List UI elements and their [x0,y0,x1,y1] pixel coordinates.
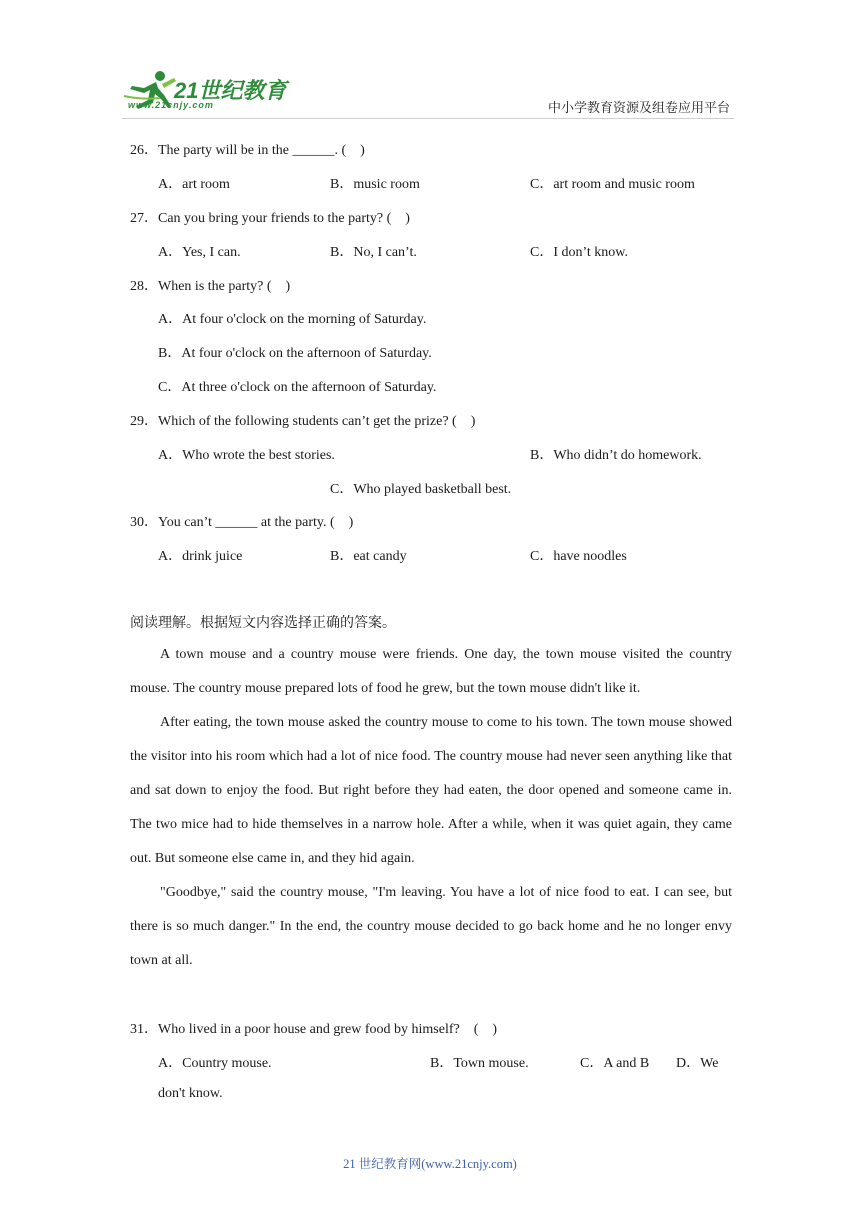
passage-paragraph-3: "Goodbye," said the country mouse, "I'm leaving. You have a lot of nice food to eat. I can see, but there is so much danger." In the end, the country mouse decided to go back home and he no longer envy town at all. [130,885,732,968]
question-27-stem: 27．Can you bring your friends to the party? ( ) [130,211,410,226]
question-28-option-b[interactable]: B．At four o'clock on the afternoon of Saturday. [158,346,432,361]
question-30-option-b[interactable]: B．eat candy [330,549,407,564]
question-27-option-b[interactable]: B．No, I can’t. [330,245,417,260]
logo-url: www.21cnjy.com [128,100,214,110]
question-29-option-b[interactable]: B．Who didn’t do homework. [530,448,702,463]
question-29-stem: 29．Which of the following students can’t get the prize? ( ) [130,414,476,429]
question-30-option-a[interactable]: A．drink juice [158,549,243,564]
passage-paragraph-1: A town mouse and a country mouse were friends. One day, the town mouse visited the country mouse. The country mouse prepared lots of food he grew, but the town mouse didn't like it. [130,647,732,696]
question-31-option-c[interactable]: C．A and B [580,1056,650,1071]
passage-paragraph-2: After eating, the town mouse asked the country mouse to come to his town. The town mouse showed the visitor into his room which had a lot of nice food. The country mouse had never seen anything like that and sat down to enjoy the food. But right before they had eaten, the door opened and someone came in. The two mice had to hide themselves in a narrow hole. After a while, when it was quiet again, they came out. But someone else came in, and they hid again. [130,715,732,866]
question-26-stem: 26．The party will be in the ______. ( ) [130,143,365,158]
reading-passage [130,638,732,978]
question-26-option-a[interactable]: A．art room [158,177,230,192]
logo-text: 21世纪教育 [174,78,287,103]
question-31-option-d-continued: don't know. [158,1086,223,1101]
question-31-option-a[interactable]: A．Country mouse. [158,1056,272,1071]
header-divider [122,118,734,119]
question-31-option-b[interactable]: B．Town mouse. [430,1056,529,1071]
reading-instruction: 阅读理解。根据短文内容选择正确的答案。 [130,616,396,631]
question-31-option-d[interactable]: D．We [676,1056,719,1071]
question-28-option-a[interactable]: A．At four o'clock on the morning of Saturday. [158,312,427,327]
header-platform-text: 中小学教育资源及组卷应用平台 [547,100,730,115]
question-27-option-a[interactable]: A．Yes, I can. [158,245,241,260]
site-logo [122,70,292,116]
question-29-option-a[interactable]: A．Who wrote the best stories. [158,448,335,463]
question-29-option-c[interactable]: C．Who played basketball best. [330,482,512,497]
question-26-option-c[interactable]: C．art room and music room [530,177,695,192]
question-27-option-c[interactable]: C．I don’t know. [530,245,628,260]
question-30-option-c[interactable]: C．have noodles [530,549,627,564]
page-footer: 21 世纪教育网(www.21cnjy.com) [343,1157,517,1171]
question-31-stem: 31．Who lived in a poor house and grew food by himself? ( ) [130,1022,498,1037]
question-26-option-b[interactable]: B．music room [330,177,420,192]
question-28-stem: 28．When is the party? ( ) [130,279,291,294]
question-28-option-c[interactable]: C．At three o'clock on the afternoon of Saturday. [158,380,437,395]
question-30-stem: 30．You can’t ______ at the party. ( ) [130,515,354,530]
